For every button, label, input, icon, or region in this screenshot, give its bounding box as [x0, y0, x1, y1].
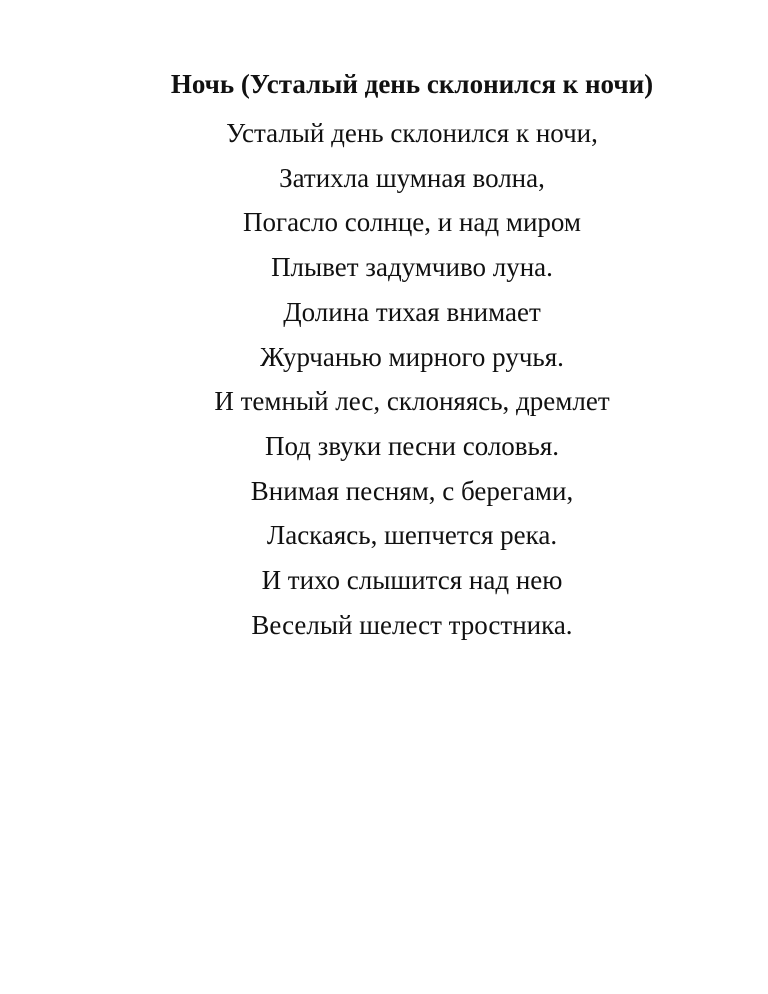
poem-line: Веселый шелест тростника. — [251, 609, 573, 640]
poem-line: Ласкаясь, шепчется река. — [266, 520, 558, 551]
poem-line: Усталый день склонился к ночи, — [226, 118, 598, 148]
poem-line: Погасло солнце, и над миром — [243, 207, 581, 238]
poem-title: Ночь (Усталый день склонился к ночи) — [170, 69, 654, 99]
poem-line: И тихо слышится над нею — [261, 565, 563, 596]
poem-body — [0, 111, 768, 647]
poem-line: Журчанью мирного ручья. — [260, 341, 564, 372]
poem-line: Затихла шумная волна, — [279, 162, 545, 193]
poem-line: Внимая песням, с берегами, — [250, 475, 574, 506]
poem-line: Долина тихая внимает — [283, 296, 541, 327]
poem-line: Под звуки песни соловья. — [264, 430, 560, 461]
poem-line: Плывет задумчиво луна. — [271, 252, 553, 283]
poem-line: И темный лес, склоняясь, дремлет — [214, 386, 610, 417]
